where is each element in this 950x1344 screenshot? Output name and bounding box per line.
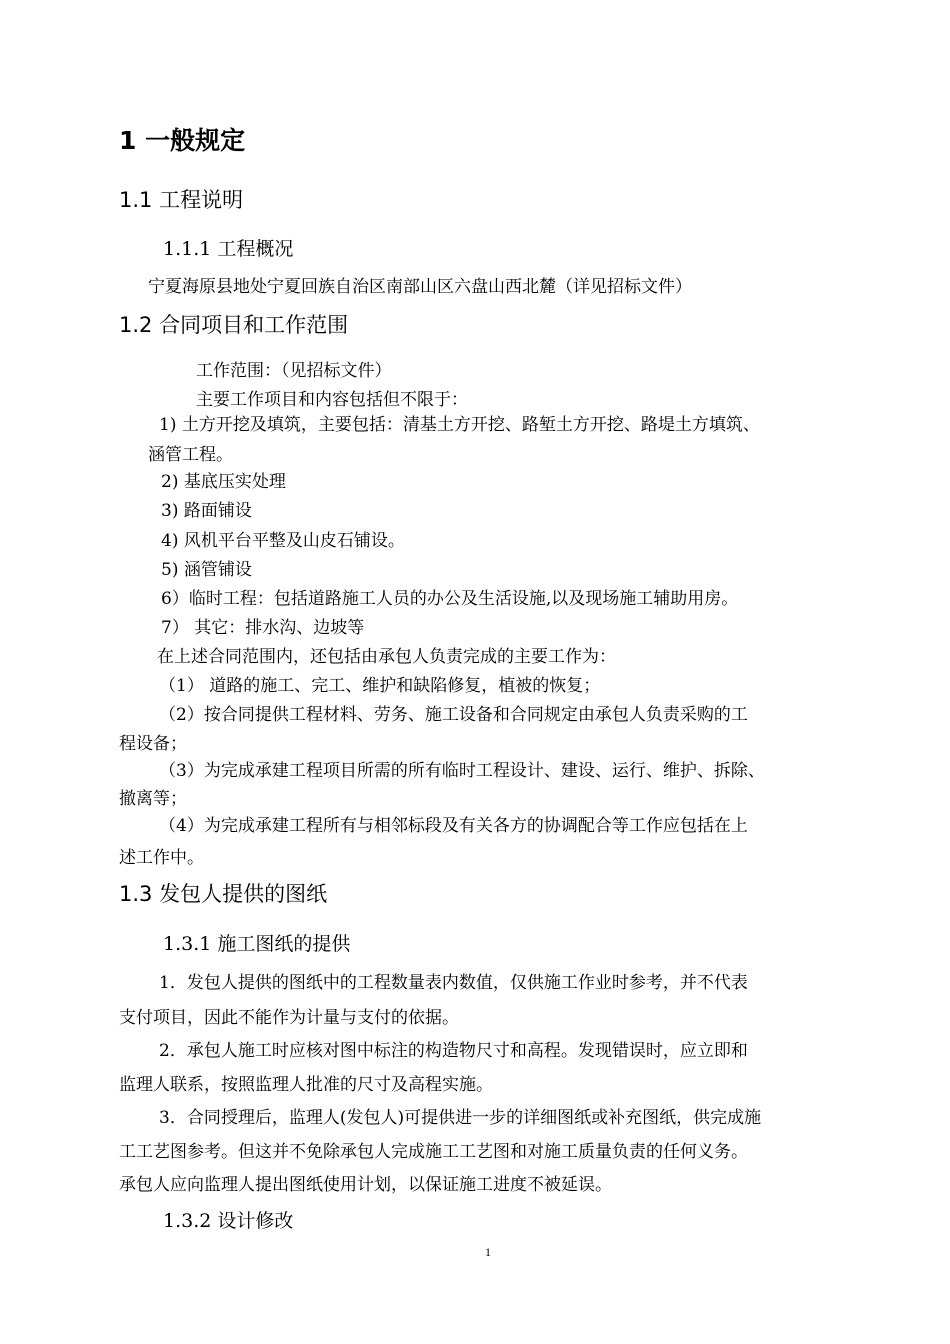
- list-item: 5) 涵管铺设: [161, 560, 252, 580]
- heading-1-3: 1.3 发包人提供的图纸: [119, 882, 328, 906]
- paragraph-line: 1．发包人提供的图纸中的工程数量表内数值，仅供施工作业时参考，并不代表: [159, 973, 748, 993]
- list-item: 涵管工程。: [148, 445, 233, 465]
- paragraph-line: 3．合同授理后，监理人(发包人)可提供进一步的详细图纸或补充图纸，供完成施: [159, 1108, 762, 1128]
- list-item: （2）按合同提供工程材料、劳务、施工设备和合同规定由承包人负责采购的工: [159, 705, 748, 725]
- paragraph-items-intro: 主要工作项目和内容包括但不限于：: [196, 390, 468, 410]
- paragraph-line: 承包人应向监理人提出图纸使用计划，以保证施工进度不被延误。: [119, 1175, 612, 1195]
- list-item: 述工作中。: [119, 848, 204, 868]
- paragraph-line: 监理人联系，按照监理人批准的尺寸及高程实施。: [119, 1075, 493, 1095]
- heading-1-1: 1.1 工程说明: [119, 188, 244, 212]
- paragraph-line: 支付项目，因此不能作为计量与支付的依据。: [119, 1008, 459, 1028]
- heading-1-3-2: 1.3.2 设计修改: [163, 1210, 294, 1232]
- heading-1: 1 一般规定: [119, 126, 246, 155]
- paragraph-line: 2．承包人施工时应核对图中标注的构造物尺寸和高程。发现错误时，应立即和: [159, 1041, 748, 1061]
- heading-1-1-1: 1.1.1 工程概况: [163, 238, 294, 260]
- list-item: 4) 风机平台平整及山皮石铺设。: [161, 531, 405, 551]
- list-item: 程设备；: [119, 734, 187, 754]
- list-item: 2) 基底压实处理: [161, 472, 286, 492]
- list-item: 6）临时工程：包括道路施工人员的办公及生活设施,以及现场施工辅助用房。: [161, 589, 739, 609]
- page-number: 1: [485, 1245, 491, 1259]
- list-item: 7） 其它：排水沟、边坡等: [161, 618, 365, 638]
- list-item: 1) 土方开挖及填筑，主要包括：清基土方开挖、路堑土方开挖、路堤土方填筑、: [159, 415, 760, 435]
- list-item: 3) 路面铺设: [161, 501, 252, 521]
- paragraph-project-overview: 宁夏海原县地处宁夏回族自治区南部山区六盘山西北麓（详见招标文件）: [148, 277, 692, 297]
- list-item: （4）为完成承建工程所有与相邻标段及有关各方的协调配合等工作应包括在上: [159, 816, 748, 836]
- paragraph-scope: 工作范围：（见招标文件）: [196, 361, 392, 381]
- heading-1-3-1: 1.3.1 施工图纸的提供: [163, 933, 351, 955]
- list-item: （1） 道路的施工、完工、维护和缺陷修复，植被的恢复；: [159, 676, 601, 696]
- list-item: （3）为完成承建工程项目所需的所有临时工程设计、建设、运行、维护、拆除、: [159, 761, 765, 781]
- paragraph-line: 工工艺图参考。但这并不免除承包人完成施工工艺图和对施工质量负责的任何义务。: [119, 1142, 748, 1162]
- paragraph-contractor-intro: 在上述合同范围内，还包括由承包人负责完成的主要工作为：: [157, 647, 616, 667]
- list-item: 撤离等；: [119, 789, 187, 809]
- heading-1-2: 1.2 合同项目和工作范围: [119, 313, 349, 337]
